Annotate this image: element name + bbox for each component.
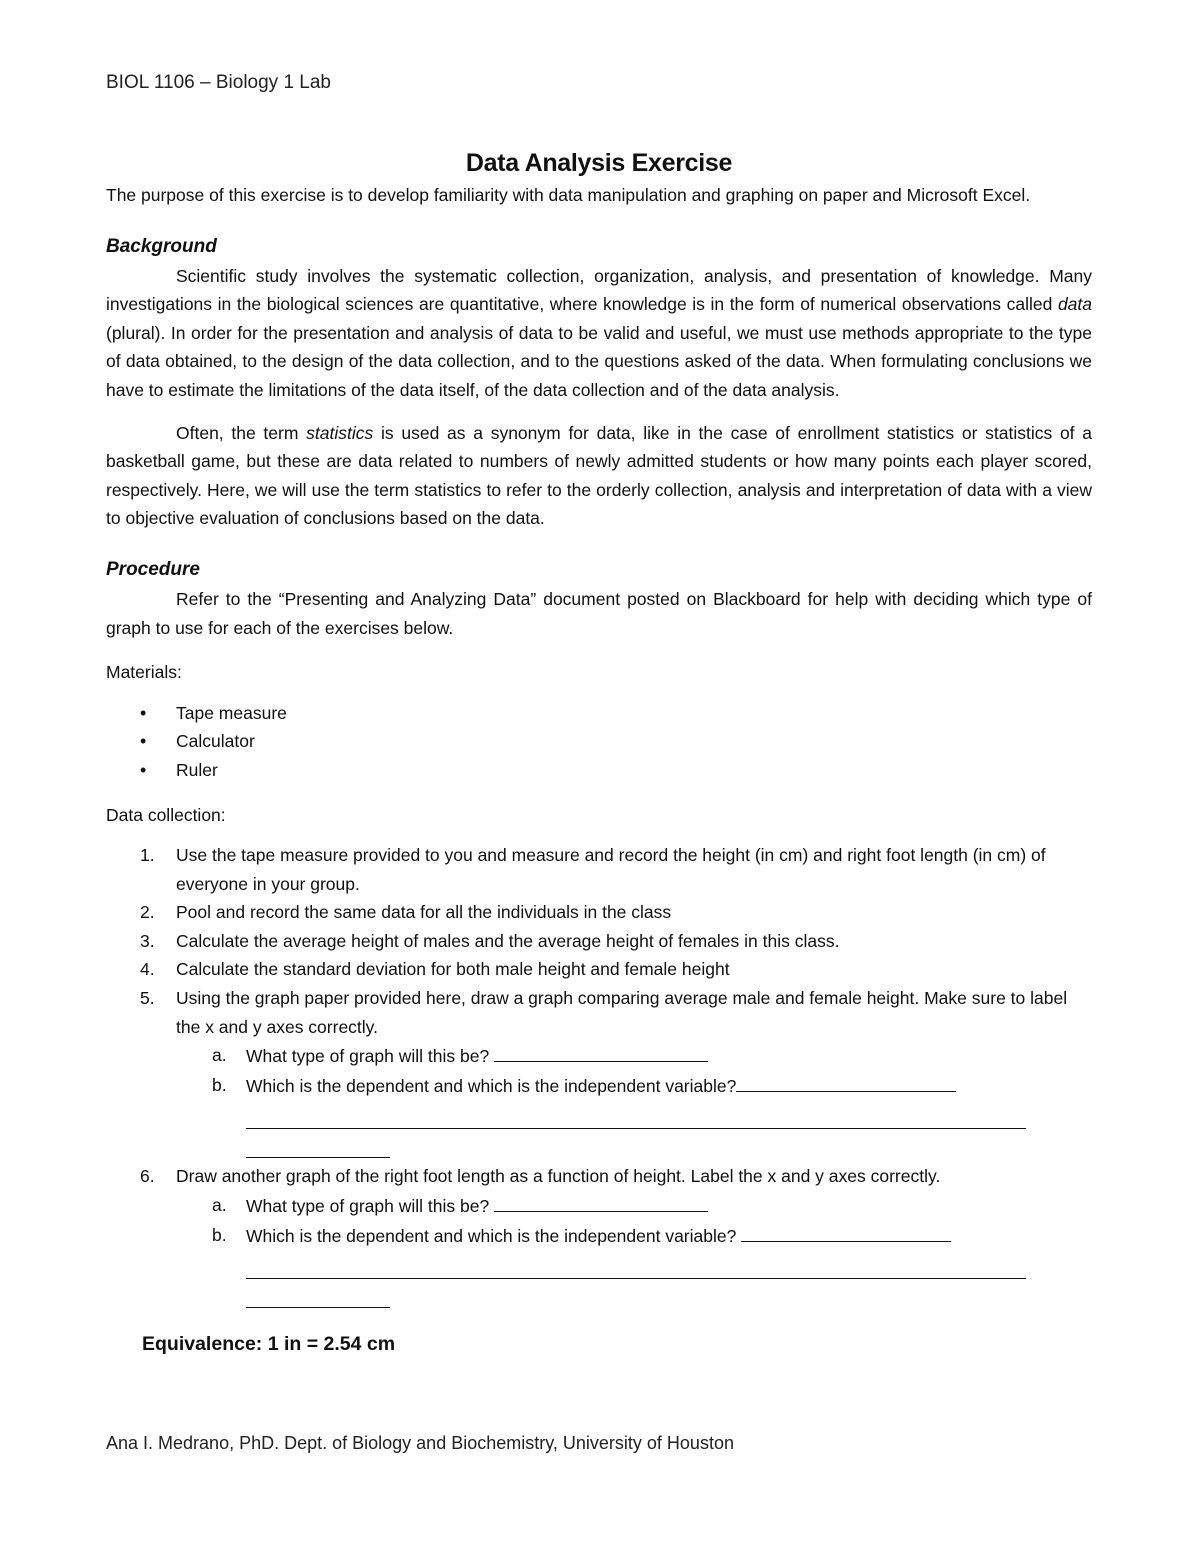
- background-paragraph-2: [106, 419, 1092, 533]
- question-letter: a.: [212, 1045, 227, 1066]
- answer-blank[interactable]: [494, 1041, 708, 1062]
- page-title: Data Analysis Exercise: [465, 149, 733, 177]
- materials-list: [106, 699, 1092, 785]
- list-item: [106, 1162, 1092, 1308]
- list-item: [106, 727, 1092, 756]
- material-label: Tape measure: [176, 702, 287, 723]
- answer-line[interactable]: [246, 1285, 390, 1308]
- material-label: Ruler: [176, 759, 218, 780]
- background-p1-italic: data: [1057, 294, 1092, 315]
- bullet-icon: •: [140, 702, 147, 723]
- list-item: [176, 1071, 1092, 1159]
- document-body: [106, 145, 1092, 1359]
- background-p2-text-a: Often, the term: [176, 422, 307, 443]
- question-text: What type of graph will this be?: [246, 1196, 495, 1217]
- answer-line[interactable]: [246, 1256, 1026, 1279]
- materials-label: Materials:: [106, 662, 182, 683]
- answer-blank[interactable]: [494, 1191, 708, 1212]
- step-text: Calculate the standard deviation for both male height and female height: [176, 959, 730, 980]
- step-5-questions: [176, 1041, 1092, 1158]
- step-number: 6.: [140, 1166, 155, 1187]
- background-paragraph-1: [106, 262, 1092, 405]
- list-item: [106, 756, 1092, 785]
- step-text: Draw another graph of the right foot length as a function of height. Label the x and y axes correctly.: [176, 1166, 941, 1187]
- intro-paragraph: The purpose of this exercise is to develop familiarity with data manipulation and graphing on paper and Microsoft Excel.: [106, 185, 1031, 205]
- bullet-icon: •: [140, 759, 147, 780]
- step-text: Pool and record the same data for all the individuals in the class: [176, 902, 672, 923]
- background-p2-italic: statistics: [306, 422, 374, 443]
- equivalence-note: Equivalence: 1 in = 2.54 cm: [142, 1333, 396, 1356]
- question-text: What type of graph will this be?: [246, 1046, 495, 1067]
- step-number: 4.: [140, 959, 155, 980]
- step-number: 2.: [140, 902, 155, 923]
- list-item: [176, 1041, 1092, 1071]
- background-p2-text-b: is used as a synonym for data, like in the case of enrollment statistics or statistics of a basketball game, but these are data related to numbers of newly admitted students or how many points each player scored, respectively. Here, we will use the term statistics to refer to the orderly collection, analysis and interpretation of data with a view to objective evaluation of conclusions based on the data.: [106, 422, 1093, 529]
- answer-blank[interactable]: [741, 1221, 951, 1242]
- procedure-heading: Procedure: [106, 558, 200, 580]
- step-number: 5.: [140, 988, 155, 1009]
- list-item: [176, 1191, 1092, 1221]
- list-item: [106, 927, 1092, 956]
- step-text: Calculate the average height of males and the average height of females in this class.: [176, 930, 840, 951]
- question-letter: b.: [212, 1224, 227, 1245]
- list-item: [106, 699, 1092, 728]
- answer-line[interactable]: [246, 1106, 1026, 1129]
- material-label: Calculator: [176, 731, 255, 752]
- step-text: Using the graph paper provided here, draw a graph comparing average male and female height. Make sure to label the x and y axes correctly.: [176, 988, 1068, 1037]
- question-text: Which is the dependent and which is the independent variable?: [246, 1225, 742, 1246]
- bullet-icon: •: [140, 731, 147, 752]
- course-header: BIOL 1106 – Biology 1 Lab: [106, 72, 331, 93]
- answer-blank[interactable]: [736, 1071, 956, 1092]
- step-6-questions: [176, 1191, 1092, 1308]
- background-heading: Background: [106, 235, 217, 257]
- background-p1-text-a: Scientific study involves the systematic collection, organization, analysis, and presentation of knowledge. Many investigations in the biological sciences are quantitative, where knowledge is in the form of numerical observations called: [106, 265, 1092, 315]
- question-letter: b.: [212, 1074, 227, 1095]
- data-collection-label: Data collection:: [106, 804, 226, 825]
- question-text: Which is the dependent and which is the independent variable?: [246, 1075, 737, 1096]
- background-p1-text-b: (plural). In order for the presentation and analysis of data to be valid and useful, we must use methods appropriate to the type of data obtained, to the design of the data collection, and to the questions asked of the data. When formulating conclusions we have to estimate the limitations of the data itself, of the data collection and of the data analysis.: [106, 322, 1092, 400]
- answer-line[interactable]: [246, 1135, 390, 1158]
- question-letter: a.: [212, 1195, 227, 1216]
- list-item: [106, 841, 1092, 898]
- list-item: [106, 955, 1092, 984]
- step-text: Use the tape measure provided to you and measure and record the height (in cm) and right foot length (in cm) of everyone in your group.: [176, 845, 1046, 894]
- list-item: [106, 898, 1092, 927]
- list-item: [176, 1221, 1092, 1309]
- step-number: 3.: [140, 930, 155, 951]
- procedure-paragraph: Refer to the “Presenting and Analyzing Data” document posted on Blackboard for help with deciding which type of graph to use for each of the exercises below.: [106, 588, 1092, 638]
- author-footer: Ana I. Medrano, PhD. Dept. of Biology and Biochemistry, University of Houston: [106, 1433, 734, 1453]
- list-item: [106, 984, 1092, 1158]
- data-collection-steps: [106, 841, 1092, 1308]
- step-number: 1.: [140, 845, 155, 866]
